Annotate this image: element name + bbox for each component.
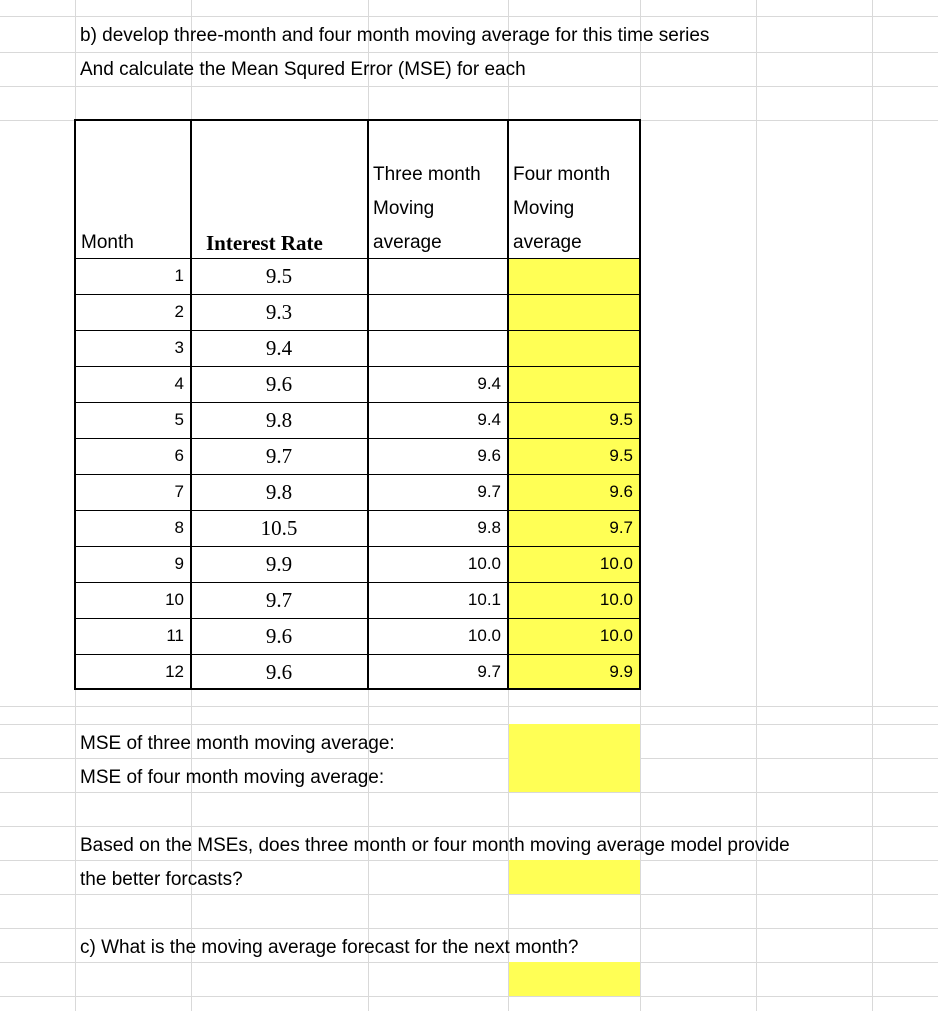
compare-question-line2: the better forcasts? — [80, 869, 243, 890]
four-month-avg-cell[interactable]: 9.9 — [609, 662, 633, 681]
mse-three-answer[interactable] — [509, 724, 640, 758]
month-cell: 3 — [174, 338, 184, 357]
four-month-avg-cell[interactable]: 10.0 — [599, 590, 633, 609]
four-month-avg-cell[interactable]: 9.5 — [609, 446, 633, 465]
three-month-avg-cell: 9.6 — [477, 446, 501, 465]
month-cell: 7 — [174, 482, 184, 501]
interest-rate-cell: 9.9 — [265, 552, 293, 576]
interest-rate-cell: 9.8 — [265, 480, 293, 504]
three-month-avg-cell: 10.0 — [467, 554, 501, 573]
interest-rate-cell: 9.6 — [265, 372, 293, 396]
interest-rate-cell: 9.7 — [265, 444, 293, 468]
header-four-line3: average — [513, 232, 582, 253]
four-month-avg-cell[interactable]: 9.7 — [609, 518, 633, 537]
month-cell: 11 — [166, 626, 184, 645]
interest-rate-cell: 9.4 — [265, 336, 293, 360]
question-b-line1: b) develop three-month and four month moving average for this time series — [80, 25, 710, 46]
header-three-line3: average — [373, 232, 442, 253]
mse-four-answer[interactable] — [509, 758, 640, 792]
mse-four-label: MSE of four month moving average: — [80, 767, 385, 788]
interest-rate-cell: 9.3 — [265, 300, 293, 324]
month-cell: 6 — [174, 446, 184, 465]
month-cell: 2 — [174, 302, 184, 321]
three-month-avg-cell: 9.7 — [477, 662, 501, 681]
four-month-avg-cell[interactable]: 9.5 — [609, 410, 633, 429]
header-month: Month — [81, 232, 134, 253]
header-four-line1: Four month — [513, 164, 611, 185]
mse-three-label: MSE of three month moving average: — [80, 733, 395, 754]
month-cell: 10 — [165, 590, 184, 609]
month-cell: 4 — [174, 374, 184, 393]
three-month-avg-cell: 9.4 — [477, 374, 501, 393]
three-month-avg-cell: 9.7 — [477, 482, 501, 501]
interest-rate-cell: 9.6 — [265, 660, 293, 684]
table-outline — [74, 119, 641, 690]
month-cell: 1 — [174, 266, 184, 285]
three-month-avg-cell: 10.0 — [467, 626, 501, 645]
interest-rate-cell: 9.6 — [265, 624, 293, 648]
interest-rate-cell: 10.5 — [260, 516, 298, 540]
four-month-avg-cell[interactable]: 10.0 — [599, 554, 633, 573]
question-b-line2: And calculate the Mean Squred Error (MSE) for each — [80, 59, 526, 80]
question-c: c) What is the moving average forecast for the next month? — [80, 937, 579, 958]
better-model-answer[interactable] — [509, 860, 640, 894]
next-month-forecast-answer[interactable] — [509, 962, 640, 996]
header-interest-rate: Interest Rate — [206, 231, 323, 255]
interest-rate-cell: 9.7 — [265, 588, 293, 612]
interest-rate-cell: 9.5 — [265, 264, 293, 288]
header-four-line2: Moving — [513, 198, 575, 219]
three-month-avg-cell: 9.8 — [477, 518, 501, 537]
three-month-avg-cell: 9.4 — [477, 410, 501, 429]
header-three-line1: Three month — [373, 164, 481, 185]
four-month-avg-cell[interactable]: 9.6 — [609, 482, 633, 501]
month-cell: 9 — [174, 554, 184, 573]
header-three-line2: Moving — [373, 198, 435, 219]
interest-rate-cell: 9.8 — [265, 408, 293, 432]
four-month-avg-cell[interactable]: 10.0 — [599, 626, 633, 645]
month-cell: 5 — [174, 410, 184, 429]
month-cell: 8 — [174, 518, 184, 537]
three-month-avg-cell: 10.1 — [467, 590, 501, 609]
month-cell: 12 — [165, 662, 184, 681]
compare-question-line1: Based on the MSEs, does three month or four month moving average model provide — [80, 835, 790, 856]
